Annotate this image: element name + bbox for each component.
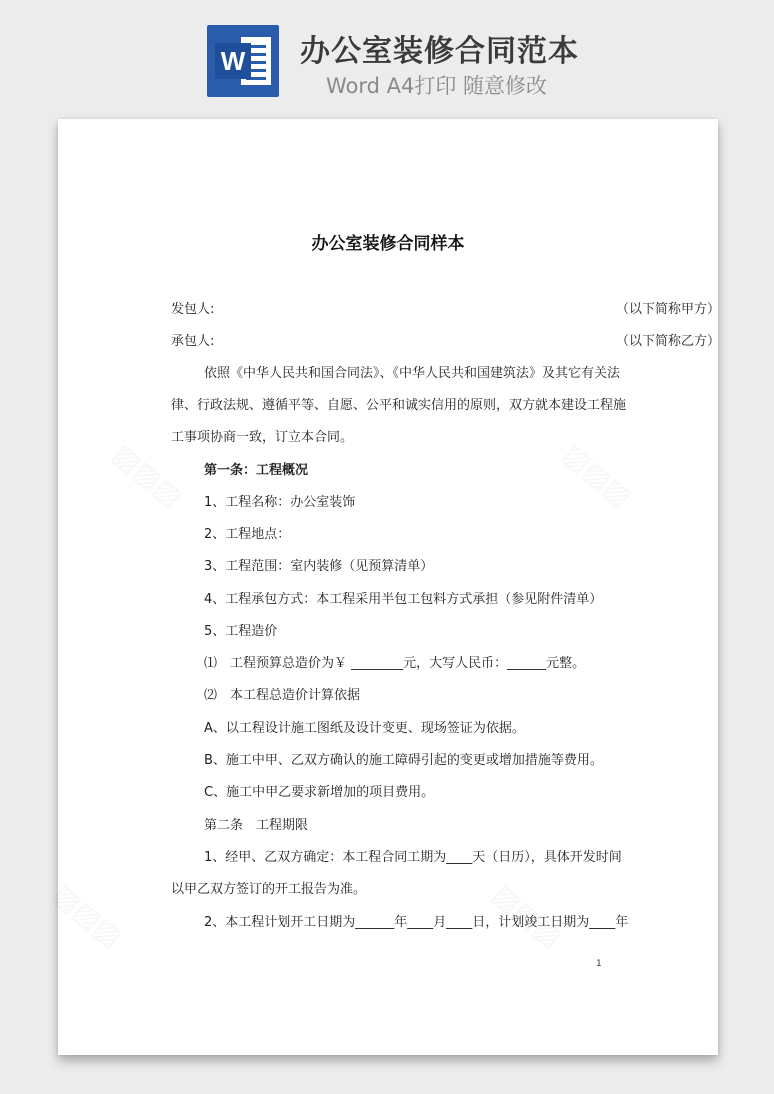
- page-subtitle: Word A4打印 随意修改: [326, 74, 548, 98]
- body-line: 依照《中华人民共和国合同法》、《中华人民共和国建筑法》及其它有关法: [204, 366, 621, 381]
- body-line: 3、工程范围：室内装修（见预算清单）: [204, 559, 434, 574]
- body-line: B、施工中甲、乙双方确认的施工障碍引起的变更或增加措施等费用。: [204, 753, 603, 768]
- party-a-label: 发包人:: [171, 302, 215, 317]
- body-line: 以甲乙双方签订的开工报告为准。: [171, 882, 367, 897]
- body-line: 1、经甲、乙双方确定：本工程合同工期为____天（日历），具体开发时间: [204, 850, 622, 865]
- body-line: 2、工程地点：: [204, 527, 291, 542]
- logo-letter: W: [215, 43, 251, 79]
- document-title: 办公室装修合同样本: [311, 234, 465, 254]
- body-line: 工事项协商一致，订立本合同。: [171, 430, 354, 445]
- document-page: [58, 119, 721, 1055]
- body-line: 2、本工程计划开工日期为______年____月____日，计划竣工日期为____年: [204, 915, 629, 930]
- body-line: C、施工中甲乙要求新增加的项目费用。: [204, 785, 435, 800]
- party-a-note: （以下简称甲方）: [616, 302, 721, 317]
- party-b-note: （以下简称乙方）: [616, 334, 721, 349]
- watermark: [107, 437, 189, 513]
- section-heading: 第二条 工程期限: [204, 818, 309, 833]
- body-line: ⑵ 本工程总造价计算依据: [204, 688, 361, 703]
- party-b-label: 承包人:: [171, 334, 215, 349]
- party-a-row: [171, 298, 721, 317]
- body-line: A、以工程设计施工图纸及设计变更、现场签证为依据。: [204, 721, 525, 736]
- body-line: 5、工程造价: [204, 624, 278, 639]
- page-title: 办公室装修合同范本: [300, 34, 579, 69]
- section-heading: 第一条：工程概况: [204, 463, 309, 478]
- body-line: 4、工程承包方式：本工程采用半包工包料方式承担（参见附件清单）: [204, 592, 603, 607]
- body-line: 1、工程名称：办公室装饰: [204, 495, 356, 510]
- body-line: 律、行政法规、遵循平等、自愿、公平和诚实信用的原则，双方就本建设工程施: [171, 398, 627, 413]
- header: [0, 0, 774, 110]
- word-icon: [207, 25, 279, 97]
- body-line: ⑴ 工程预算总造价为￥ ________元，大写人民币：______元整。: [204, 656, 586, 671]
- party-b-row: [171, 330, 721, 349]
- page-number: 1: [596, 959, 602, 969]
- watermark: [47, 877, 129, 953]
